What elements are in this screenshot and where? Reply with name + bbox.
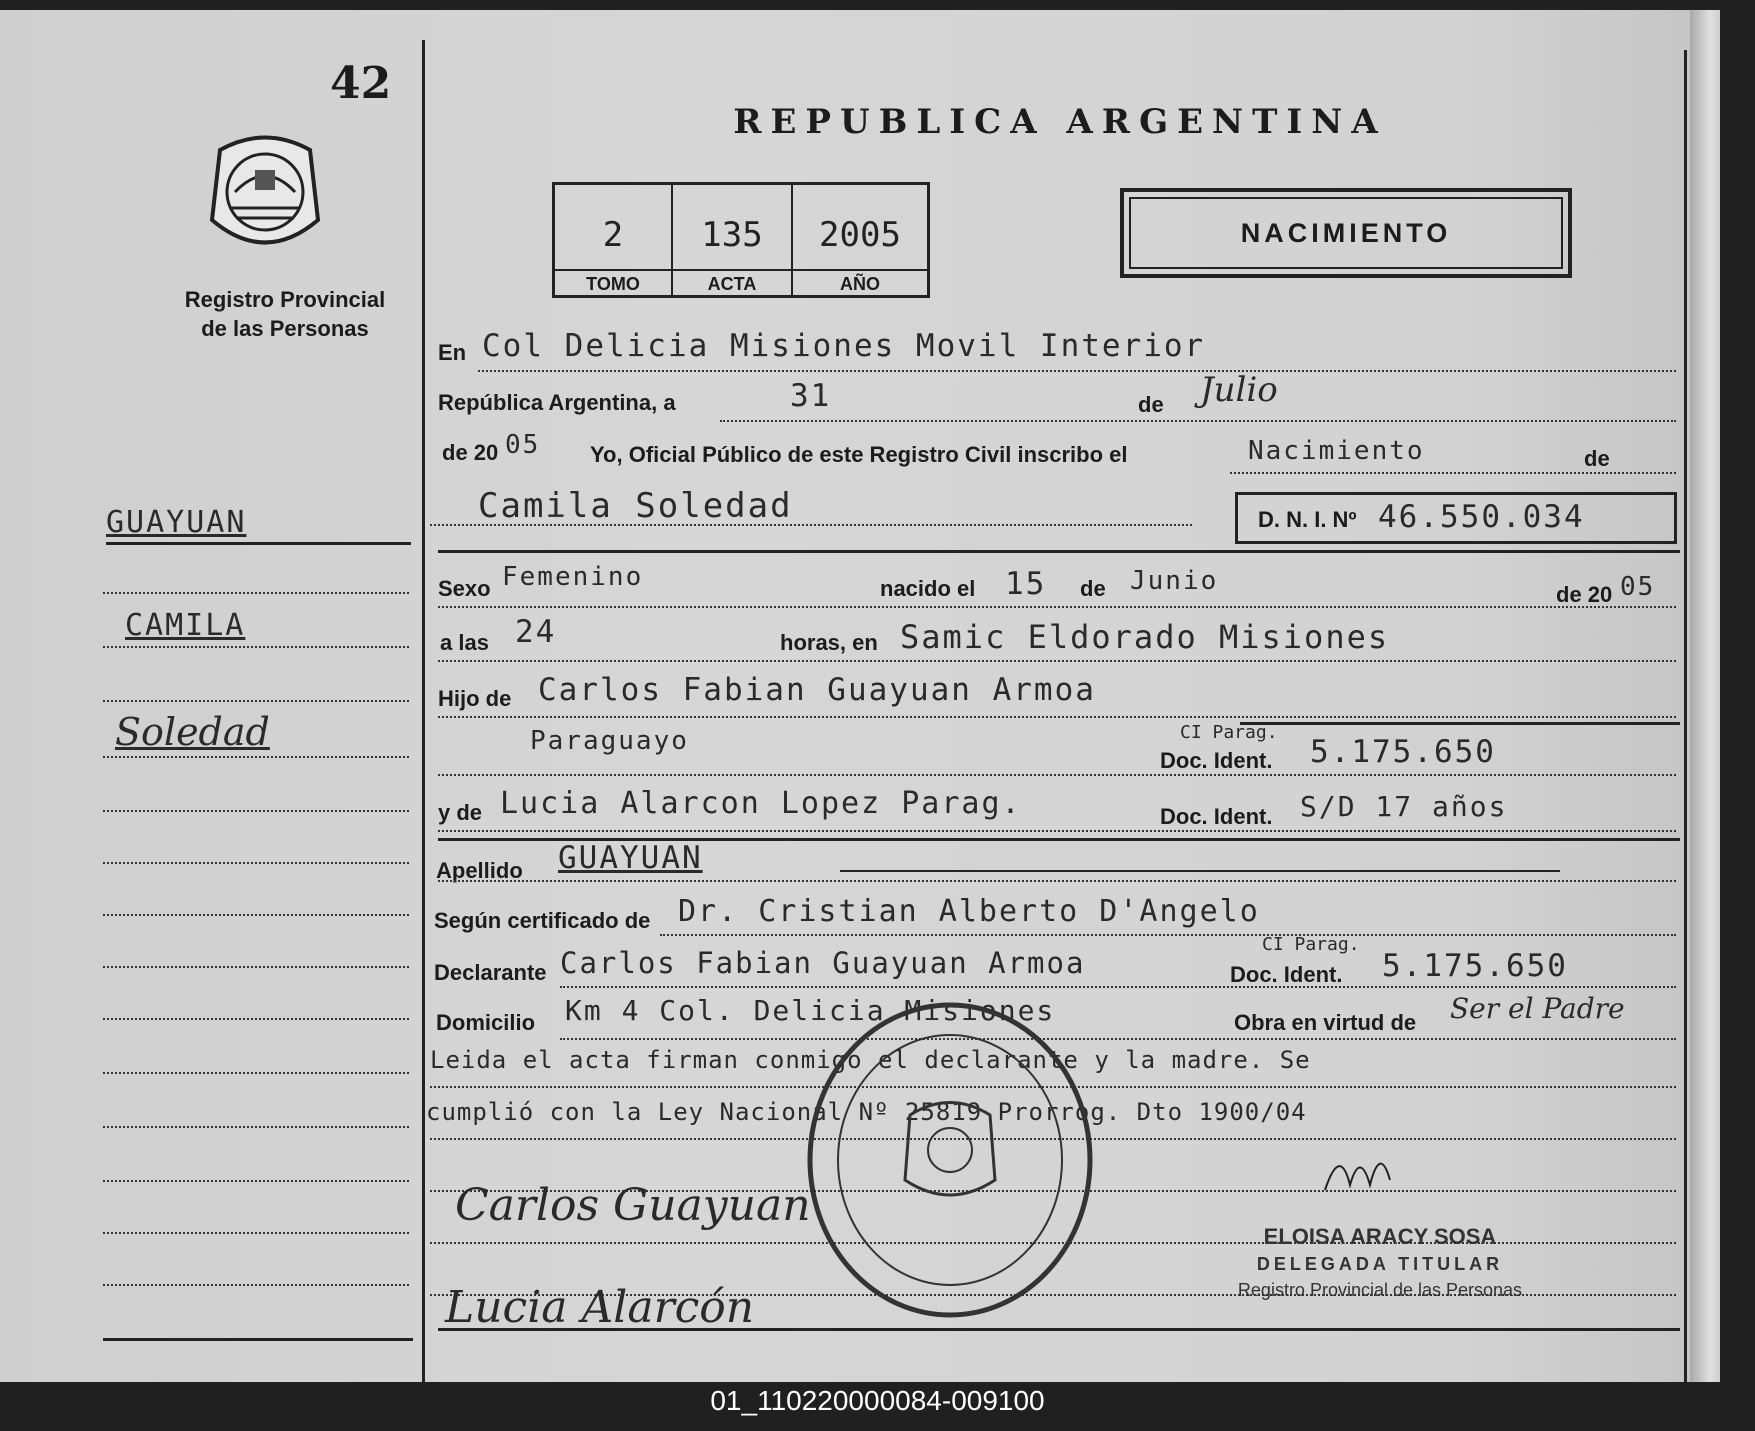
note-line-1: Leida el acta firman conmigo el declarante y la madre. Se — [430, 1046, 1311, 1074]
form-line — [438, 660, 1676, 662]
form-line — [660, 934, 1676, 936]
apellido-label: Apellido — [436, 858, 523, 883]
oficial-text: Yo, Oficial Público de este Registro Civil inscribo el — [590, 442, 1128, 467]
sexo-value: Femenino — [502, 562, 644, 592]
margin-rule — [106, 542, 411, 545]
official-stamp-icon — [800, 995, 1100, 1325]
official-org: Registro Provincial de las Personas — [1237, 1280, 1523, 1300]
nacido-label: nacido el — [880, 576, 976, 601]
domicilio-label: Domicilio — [436, 1010, 536, 1035]
margin-nombre2: Soledad — [115, 710, 270, 754]
de-end-label: de — [1584, 446, 1610, 471]
margin-line — [103, 646, 409, 648]
form-line — [438, 830, 1676, 832]
acta-cell — [673, 185, 793, 295]
tomo-value: 2 — [602, 215, 624, 255]
margin-bottom-rule — [103, 1338, 413, 1341]
form-line — [720, 420, 1676, 422]
margin-line — [103, 966, 409, 968]
document-title: REPUBLICA ARGENTINA — [733, 102, 1387, 142]
certificado-label: Según certificado de — [434, 908, 651, 933]
obra-value: Ser el Padre — [1450, 992, 1625, 1025]
apellido-line — [840, 870, 1560, 872]
obra-label: Obra en virtud de — [1234, 1010, 1417, 1035]
day-value: 31 — [790, 378, 832, 414]
hijo-label: Hijo de — [438, 686, 512, 711]
apellido-value: GUAYUAN — [558, 840, 703, 876]
margin-line — [103, 914, 409, 916]
declarante-doc: 5.175.650 — [1382, 948, 1568, 984]
province-seal-icon — [200, 130, 330, 260]
tomo-label: TOMO — [555, 269, 671, 295]
margin-line — [103, 1284, 409, 1286]
margin-line — [103, 1180, 409, 1182]
birth-year-label: de 20 — [1556, 582, 1613, 607]
margin-line — [103, 862, 409, 864]
margin-line — [103, 1232, 409, 1234]
form-line — [430, 524, 1192, 526]
official-name: ELOISA ARACY SOSA — [1263, 1224, 1497, 1249]
sexo-label: Sexo — [438, 576, 491, 601]
en-value: Col Delicia Misiones Movil Interior — [482, 328, 1206, 364]
madre-doc-label: Doc. Ident. — [1160, 804, 1273, 829]
lugar-value: Samic Eldorado Misiones — [900, 618, 1390, 656]
record-reference-box — [552, 182, 930, 298]
padre-doc-label: Doc. Ident. — [1160, 748, 1273, 773]
en-label: En — [438, 340, 467, 365]
form-line — [560, 986, 1676, 988]
tomo-cell — [555, 185, 673, 295]
madre-doc: S/D 17 años — [1300, 790, 1508, 823]
record-type: NACIMIENTO — [1129, 197, 1563, 269]
horas-label: horas, en — [780, 630, 878, 655]
child-name: Camila Soledad — [478, 486, 793, 526]
registry-name-line1: Registro Provincial — [184, 287, 386, 312]
medico-value: Dr. Cristian Alberto D'Angelo — [678, 894, 1260, 929]
page-number: 42 — [330, 58, 392, 109]
section-rule — [1240, 722, 1680, 725]
y-de-label: y de — [438, 800, 483, 825]
form-line — [560, 1038, 1676, 1040]
margin-apellido: GUAYUAN — [106, 505, 247, 540]
margin-line — [103, 1072, 409, 1074]
right-border — [1684, 50, 1687, 1382]
dni-label: D. N. I. Nº — [1258, 507, 1357, 532]
form-line — [438, 716, 1676, 718]
inscribe-value: Nacimiento — [1248, 436, 1425, 466]
form-line — [438, 606, 1676, 608]
margin-line — [103, 810, 409, 812]
de-anio-label: de 20 — [442, 440, 499, 465]
registry-name-line2: de las Personas — [201, 316, 369, 341]
footer-code: 01_110220000084-009100 — [710, 1385, 1045, 1416]
declarante-label: Declarante — [434, 960, 547, 985]
margin-nombre1: CAMILA — [125, 608, 246, 643]
form-line — [438, 880, 1676, 882]
register-page — [0, 10, 1720, 1382]
official-signature-icon — [1320, 1140, 1440, 1200]
birth-year-suffix: 05 — [1620, 572, 1656, 602]
anio-value: 2005 — [819, 215, 901, 255]
padre-doc: 5.175.650 — [1310, 734, 1496, 770]
year-suffix: 05 — [505, 430, 541, 460]
domicilio-value: Km 4 Col. Delicia Misiones — [565, 994, 1056, 1027]
record-type-box — [1120, 188, 1572, 278]
anio-cell — [793, 185, 927, 295]
form-line — [438, 774, 1676, 776]
padre-nacionalidad: Paraguayo — [530, 726, 689, 756]
margin-line — [103, 700, 409, 702]
padre-doc-tipo: CI Parag. — [1180, 722, 1278, 743]
declarante-doc-tipo: CI Parag. — [1262, 934, 1360, 955]
birth-de-label: de — [1080, 576, 1106, 601]
month-value: Julio — [1200, 370, 1278, 410]
acta-label: ACTA — [673, 269, 791, 295]
birth-day: 15 — [1005, 566, 1047, 602]
margin-line — [103, 1018, 409, 1020]
anio-label: AÑO — [793, 269, 927, 295]
book-gutter — [1690, 10, 1720, 1382]
signature-madre: Lucia Alarcón — [445, 1282, 755, 1333]
margin-divider — [422, 40, 425, 1382]
a-las-label: a las — [440, 630, 489, 655]
note-line-2: cumplió con la Ley Nacional Nº 25819 Prorrog. Dto 1900/04 — [426, 1098, 1307, 1126]
dni-box — [1235, 492, 1677, 544]
birth-month: Junio — [1130, 566, 1219, 596]
de-label: de — [1138, 392, 1164, 417]
margin-line — [103, 592, 409, 594]
margin-line — [103, 1126, 409, 1128]
acta-value: 135 — [701, 215, 763, 255]
declarante-value: Carlos Fabian Guayuan Armoa — [560, 946, 1086, 980]
form-line — [478, 370, 1676, 372]
section-rule — [438, 550, 1680, 553]
registry-name — [140, 285, 430, 343]
declarante-doc-label: Doc. Ident. — [1230, 962, 1343, 987]
dni-value: 46.550.034 — [1378, 499, 1585, 535]
form-line — [1230, 472, 1676, 474]
hora-value: 24 — [515, 614, 557, 650]
margin-line — [103, 756, 409, 758]
padre-value: Carlos Fabian Guayuan Armoa — [538, 672, 1096, 708]
republica-label: República Argentina, a — [438, 390, 676, 415]
official-role: DELEGADA TITULAR — [1256, 1254, 1504, 1274]
signature-declarante: Carlos Guayuan — [455, 1180, 811, 1231]
madre-value: Lucia Alarcon Lopez Parag. — [500, 786, 1022, 821]
